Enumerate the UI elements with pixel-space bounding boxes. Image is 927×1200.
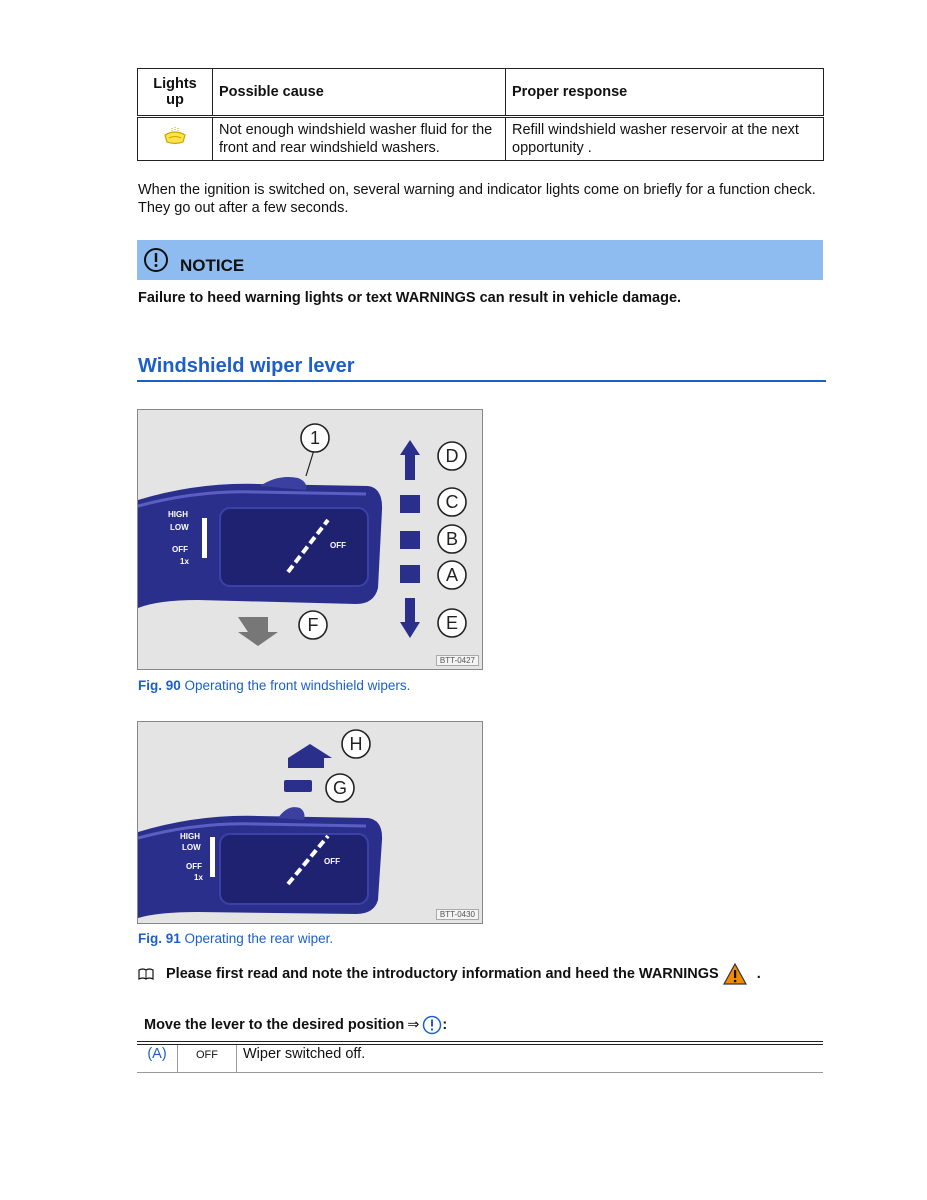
table-row (138, 117, 824, 161)
exclamation-circle-icon[interactable] (422, 1015, 442, 1035)
move-lever-suffix: : (442, 1017, 448, 1033)
position-code: OFF (178, 1045, 237, 1073)
read-note-text: Please first read and note the introductory information and heed the WARNINGS (166, 966, 719, 982)
lever-label-off-right: OFF (330, 541, 346, 550)
callout-h-label: H (349, 734, 363, 754)
figure-rear-wiper-lever (137, 721, 483, 924)
column-header-lights-up: Lights up (138, 69, 213, 117)
callout-e-label: E (445, 613, 459, 633)
lever-label-off: OFF (172, 545, 188, 554)
figure-code: BTT-0427 (436, 655, 479, 666)
heading-underline (137, 380, 826, 382)
figure-91-text: Operating the rear wiper. (184, 931, 334, 946)
warning-lights-table (137, 68, 824, 161)
lever-positions-table (137, 1045, 823, 1073)
proper-response-cell: Refill windshield washer reservoir at the next opportunity . (506, 117, 824, 161)
notice-text: Failure to heed warning lights or text WARNINGS can result in vehicle damage. (138, 290, 682, 306)
callout-b-label: B (445, 529, 459, 549)
figure-91-label: Fig. 91 (138, 931, 181, 946)
figure-code: BTT-0430 (436, 909, 479, 920)
lever-label-off: OFF (186, 862, 202, 871)
table-row (137, 1045, 823, 1073)
position-description: Wiper switched off. (237, 1045, 824, 1073)
intro-paragraph: When the ignition is switched on, several warning and indicator lights come on briefly for a function check. They go out after a few seconds. (138, 182, 816, 216)
figure-91-caption (138, 931, 333, 946)
callout-f-label: F (307, 615, 319, 635)
rear-wiper-lever-illustration (138, 722, 482, 923)
lever-label-off-right: OFF (324, 857, 340, 866)
indicator-cell (138, 117, 213, 161)
callout-g-label: G (332, 778, 348, 798)
column-header-possible-cause: Possible cause (213, 69, 506, 117)
possible-cause-cell: Not enough windshield washer fluid for the front and rear windshield washers. (213, 117, 506, 161)
position-key[interactable]: (A) (137, 1045, 178, 1073)
table-header-row (138, 69, 824, 117)
book-icon (138, 968, 154, 980)
lever-label-low: LOW (170, 523, 189, 532)
warning-triangle-icon[interactable] (723, 963, 747, 985)
callout-d-label: D (445, 446, 459, 466)
callout-a-label: A (445, 565, 459, 585)
lever-label-low: LOW (182, 843, 201, 852)
figure-front-wiper-lever (137, 409, 483, 670)
callout-c-label: C (445, 492, 459, 512)
reference-arrow: ⇒ (407, 1017, 420, 1033)
section-heading: Windshield wiper lever (138, 355, 355, 377)
read-note-suffix: . (756, 966, 761, 982)
lever-label-1x: 1x (180, 557, 189, 566)
figure-90-label: Fig. 90 (138, 678, 181, 693)
move-lever-heading (144, 1015, 447, 1035)
column-header-proper-response: Proper response (506, 69, 824, 117)
callout-1-label: 1 (309, 428, 321, 448)
exclamation-circle-icon (143, 247, 169, 273)
move-lever-text: Move the lever to the desired position (144, 1017, 405, 1033)
lever-label-high: HIGH (180, 832, 200, 841)
lever-label-high: HIGH (168, 510, 188, 519)
lever-label-1x: 1x (194, 873, 203, 882)
front-wiper-lever-illustration (138, 410, 482, 669)
figure-90-text: Operating the front windshield wipers. (184, 678, 411, 693)
figure-90-caption (138, 678, 410, 693)
read-note (138, 963, 761, 985)
notice-title: NOTICE (180, 256, 245, 275)
washer-fluid-warning-icon (162, 126, 188, 148)
